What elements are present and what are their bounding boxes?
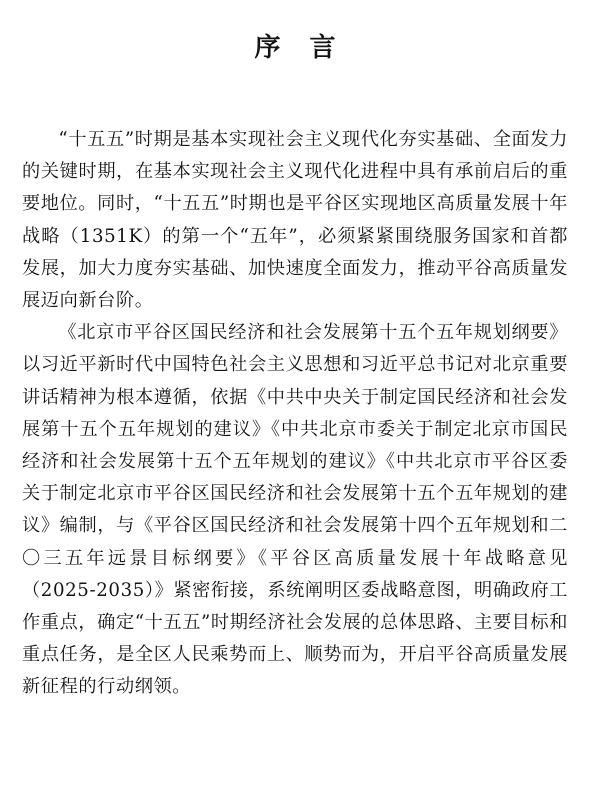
paragraph-1: “十五五”时期是基本实现社会主义现代化夯实基础、全面发力的关键时期，在基本实现社会主义现代化进程中具有承前启后的重要地位。同时，“十五五”时期也是平谷区实现地区高质量发展十年战略（1351K）的第一个“五年”，必须紧紧围绕服务国家和首都发展，加大力度夯实基础、加快速度全面发力，推动平谷高质量发展迈向新台阶。 (22, 129, 568, 312)
page-title: 序 言 (254, 33, 346, 63)
preface-body (22, 124, 568, 704)
paragraph-2: 《北京市平谷区国民经济和社会发展第十五个五年规划纲要》以习近平新时代中国特色社会主义思想和习近平总书记对北京重要讲话精神为根本遵循，依据《中共中央关于制定国民经济和社会发展第十五个五年规划的建议》《中共北京市委关于制定北京市国民经济和社会发展第十五个五年规划的建议》《中共北京市平谷区委关于制定北京市平谷区国民经济和社会发展第十五个五年规划的建议》编制，与《平谷区国民经济和社会发展第十四个五年规划和二〇三五年远景目标纲要》《平谷区高质量发展十年战略意见（2025-2035）》紧密衔接，系统阐明区委战略意图，明确政府工作重点，确定“十五五”时期经济社会发展的总体思路、主要目标和重点任务，是全区人民乘势而上、顺势而为，开启平谷高质量发展新征程的行动纲领。 (22, 322, 568, 698)
